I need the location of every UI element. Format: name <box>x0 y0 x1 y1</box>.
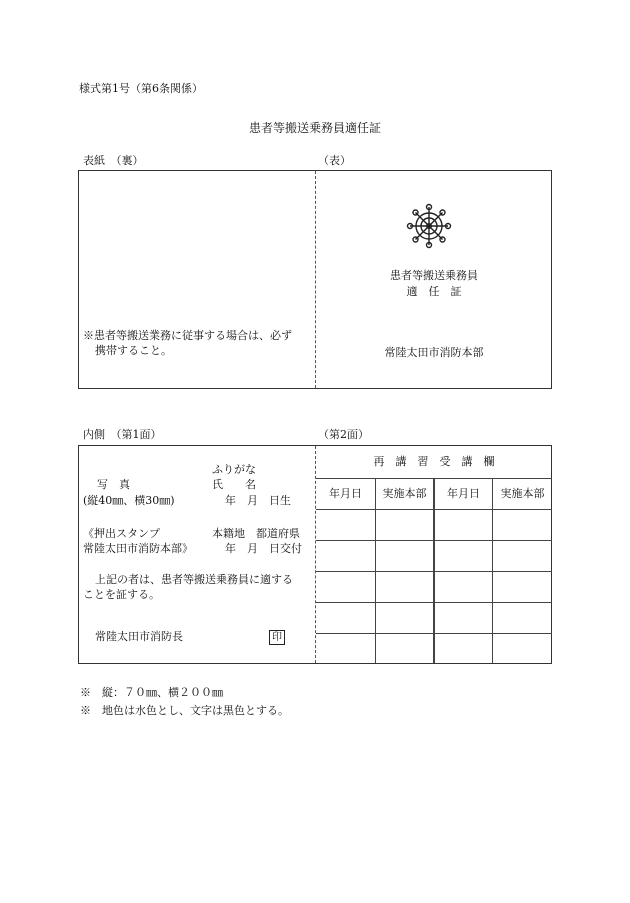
cover-notice-line2: 携帯すること。 <box>95 344 172 357</box>
furigana-label: ふりがな <box>212 463 256 476</box>
seal-mark <box>269 630 285 645</box>
note-color: ※ 地色は水色とし、文字は黒色とする。 <box>80 704 289 717</box>
name-label: 氏 名 <box>212 478 256 491</box>
retraining-header: 再 講 習 受 講 欄 <box>373 455 495 468</box>
page-title: 患者等搬送乗務員適任証 <box>248 121 381 135</box>
certification-line1: 上記の者は、患者等搬送乗務員に適する <box>95 573 293 586</box>
card-issuer: 常陸太田市消防本部 <box>384 346 484 359</box>
col-header-office: 実施本部 <box>382 487 427 500</box>
stamp-note-line1: 《押出スタンプ <box>83 527 160 540</box>
stamp-note-line2: 常陸太田市消防本部》 <box>83 542 193 555</box>
note-size: ※ 縦：７０㎜、横２００㎜ <box>80 686 223 699</box>
inside-card <box>78 445 552 664</box>
table-col-divider <box>433 478 435 663</box>
issue-date: 年 月 日交付 <box>225 542 302 555</box>
certification-line2: ことを証する。 <box>83 588 160 601</box>
fire-department-emblem-icon <box>406 203 452 249</box>
form-number: 様式第1号（第6条関係） <box>79 82 203 95</box>
cover-front-label: （表） <box>318 154 351 167</box>
card-title-line1: 患者等搬送乗務員 <box>390 269 478 282</box>
cover-notice-line1: ※患者等搬送業務に従事する場合は、必ず <box>83 329 292 342</box>
domicile-label: 本籍地 都道府県 <box>212 527 300 540</box>
inside-page1-label: 内側 （第1面） <box>83 428 162 441</box>
inside-page2-label: （第2面） <box>318 428 369 441</box>
col-header-office-2: 実施本部 <box>500 487 545 500</box>
col-header-date: 年月日 <box>329 487 362 500</box>
cover-card <box>78 170 552 389</box>
table-col-divider <box>375 478 376 663</box>
fire-chief: 常陸太田市消防長 <box>95 630 183 643</box>
table-col-divider <box>492 478 493 663</box>
photo-size: (縦40㎜、横30㎜) <box>83 494 175 507</box>
card-title-line2: 適 任 証 <box>406 285 462 298</box>
photo-label: 写 真 <box>97 478 130 491</box>
col-header-date-2: 年月日 <box>447 487 480 500</box>
cover-back-label: 表紙 （裏） <box>83 154 144 167</box>
birth-date: 年 月 日生 <box>225 494 291 507</box>
seal-label: 印 <box>269 630 285 645</box>
